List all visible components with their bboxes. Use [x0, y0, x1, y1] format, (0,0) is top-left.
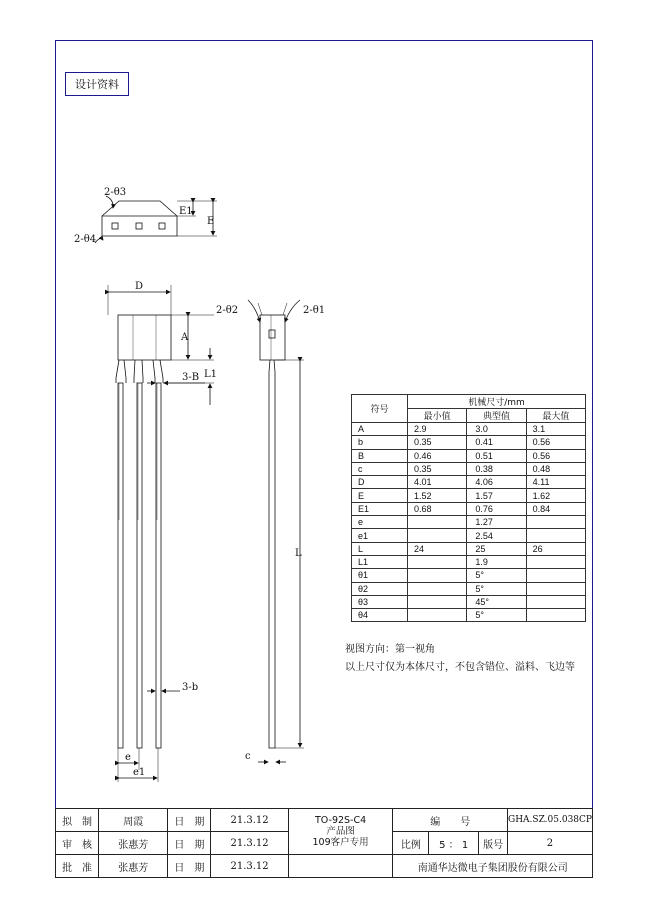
- dims-max-cell: [526, 555, 585, 568]
- dims-symbol-cell: L: [352, 542, 408, 555]
- title-block: [55, 808, 593, 878]
- dims-min-cell: 4.01: [408, 476, 467, 489]
- dims-min-cell: [408, 529, 467, 542]
- drafter-name: 周霞: [99, 809, 168, 832]
- dims-row: [352, 582, 586, 595]
- dims-row: [352, 449, 586, 462]
- dims-row: [352, 423, 586, 436]
- drawing-number: GHA.SZ.05.038CP: [507, 809, 592, 832]
- dims-max-cell: [526, 529, 585, 542]
- revision-label: 版号: [479, 832, 508, 855]
- company-name: 南通华达微电子集团股份有限公司: [393, 855, 593, 878]
- dims-typ-cell: 1.27: [467, 516, 526, 529]
- dims-typ-cell: 3.0: [467, 423, 526, 436]
- front-3b-label: 3-B: [182, 372, 200, 383]
- dims-min-cell: [408, 569, 467, 582]
- dims-typ-cell: 1.9: [467, 555, 526, 568]
- symbol-header: 符号: [352, 395, 408, 423]
- dims-symbol-cell: θ4: [352, 609, 408, 622]
- dims-typ-cell: 0.38: [467, 462, 526, 475]
- product-customer: 109客户专用: [312, 837, 369, 848]
- dims-typ-cell: 5°: [467, 609, 526, 622]
- dims-symbol-cell: E1: [352, 502, 408, 515]
- approver-date: 21.3.12: [211, 855, 288, 878]
- max-header: 最大值: [526, 409, 585, 423]
- dims-symbol-cell: A: [352, 423, 408, 436]
- dims-typ-cell: 5°: [467, 582, 526, 595]
- dims-max-cell: 0.56: [526, 436, 585, 449]
- dims-max-cell: 0.56: [526, 449, 585, 462]
- front-l1-label: L1: [204, 369, 218, 380]
- dims-symbol-cell: E: [352, 489, 408, 502]
- number-label: 编 号: [393, 809, 508, 832]
- front-3b-small-label: 3-b: [182, 682, 199, 693]
- dims-min-cell: 1.52: [408, 489, 467, 502]
- front-a-label: A: [181, 332, 189, 343]
- product-info: [288, 809, 393, 855]
- front-e1-label: e1: [133, 767, 146, 778]
- front-d-label: D: [135, 281, 144, 292]
- drafter-date: 21.3.12: [211, 809, 288, 832]
- approver-name: 张惠芳: [99, 855, 168, 878]
- notes: [345, 641, 575, 677]
- dims-min-cell: [408, 595, 467, 608]
- approver-date-label: 日 期: [168, 855, 211, 878]
- dims-min-cell: 0.46: [408, 449, 467, 462]
- dims-min-cell: 0.68: [408, 502, 467, 515]
- dims-group-header: 机械尺寸/mm: [408, 395, 586, 409]
- side-l-label: L: [295, 548, 302, 559]
- scale-label: 比例: [393, 832, 429, 855]
- dims-typ-cell: 0.51: [467, 449, 526, 462]
- top-angle-4-label: 2-θ4: [74, 234, 97, 245]
- reviewer-date-label: 日 期: [168, 832, 211, 855]
- dims-min-cell: 2.9: [408, 423, 467, 436]
- dims-typ-cell: 5°: [467, 569, 526, 582]
- dims-row: [352, 489, 586, 502]
- reviewer-role: 审 核: [56, 832, 99, 855]
- dims-typ-cell: 25: [467, 542, 526, 555]
- dims-min-cell: [408, 516, 467, 529]
- dims-symbol-cell: c: [352, 462, 408, 475]
- dims-symbol-cell: θ2: [352, 582, 408, 595]
- dims-row: [352, 476, 586, 489]
- scale-value: 5 ： 1: [429, 832, 479, 855]
- dims-symbol-cell: e1: [352, 529, 408, 542]
- reviewer-date: 21.3.12: [211, 832, 288, 855]
- dims-min-cell: [408, 609, 467, 622]
- dims-typ-cell: 2.54: [467, 529, 526, 542]
- front-e-label: e: [125, 752, 131, 763]
- dims-min-cell: 0.35: [408, 462, 467, 475]
- dims-row: [352, 569, 586, 582]
- dims-symbol-cell: e: [352, 516, 408, 529]
- dims-row: [352, 436, 586, 449]
- side-c-label: c: [245, 751, 251, 762]
- dims-symbol-cell: θ3: [352, 595, 408, 608]
- dims-max-cell: [526, 609, 585, 622]
- dims-max-cell: [526, 516, 585, 529]
- dims-max-cell: 1.62: [526, 489, 585, 502]
- revision-value: 2: [507, 832, 592, 855]
- dims-row: [352, 595, 586, 608]
- dims-body: [352, 423, 586, 622]
- dims-min-cell: [408, 582, 467, 595]
- drafter-date-label: 日 期: [168, 809, 211, 832]
- dimensions-table: [351, 394, 586, 622]
- dims-typ-cell: 0.41: [467, 436, 526, 449]
- product-code: TO-92S-C4: [314, 815, 367, 826]
- top-e-label: E: [207, 216, 215, 227]
- front-view: [108, 285, 214, 782]
- typ-header: 典型值: [467, 409, 526, 423]
- top-view: [95, 196, 217, 243]
- dims-max-cell: [526, 595, 585, 608]
- dims-typ-cell: 4.06: [467, 476, 526, 489]
- dims-max-cell: 0.84: [526, 502, 585, 515]
- dims-row: [352, 555, 586, 568]
- dims-max-cell: [526, 582, 585, 595]
- dims-max-cell: 26: [526, 542, 585, 555]
- dims-row: [352, 462, 586, 475]
- dims-symbol-cell: θ1: [352, 569, 408, 582]
- dims-symbol-cell: D: [352, 476, 408, 489]
- top-angle-3-label: 2-θ3: [104, 187, 127, 198]
- dims-min-cell: 0.35: [408, 436, 467, 449]
- dims-row: [352, 609, 586, 622]
- design-data-tag: 设计资料: [65, 72, 129, 96]
- top-e1-label: E1: [179, 206, 193, 217]
- dims-typ-cell: 45°: [467, 595, 526, 608]
- dims-row: [352, 542, 586, 555]
- dims-max-cell: [526, 569, 585, 582]
- dims-symbol-cell: L1: [352, 555, 408, 568]
- side-view: [248, 300, 304, 762]
- dimension-note: 以上尺寸仅为本体尺寸，不包含错位、溢料、飞边等: [345, 662, 575, 673]
- dims-max-cell: 4.11: [526, 476, 585, 489]
- min-header: 最小值: [408, 409, 467, 423]
- dims-row: [352, 502, 586, 515]
- dims-min-cell: 24: [408, 542, 467, 555]
- side-angle-2-label: 2-θ2: [216, 305, 239, 316]
- side-angle-1-label: 2-θ1: [303, 305, 326, 316]
- blank-cell: [288, 855, 393, 878]
- view-direction-note: 视图方向：第一视角: [345, 644, 435, 655]
- dims-symbol-cell: B: [352, 449, 408, 462]
- dims-row: [352, 516, 586, 529]
- product-type: 产品图: [326, 826, 355, 837]
- approver-role: 批 准: [56, 855, 99, 878]
- dims-max-cell: 0.48: [526, 462, 585, 475]
- reviewer-name: 张惠芳: [99, 832, 168, 855]
- dims-typ-cell: 1.57: [467, 489, 526, 502]
- drafter-role: 拟 制: [56, 809, 99, 832]
- dims-min-cell: [408, 555, 467, 568]
- dims-row: [352, 529, 586, 542]
- dims-symbol-cell: b: [352, 436, 408, 449]
- dims-typ-cell: 0.76: [467, 502, 526, 515]
- dims-max-cell: 3.1: [526, 423, 585, 436]
